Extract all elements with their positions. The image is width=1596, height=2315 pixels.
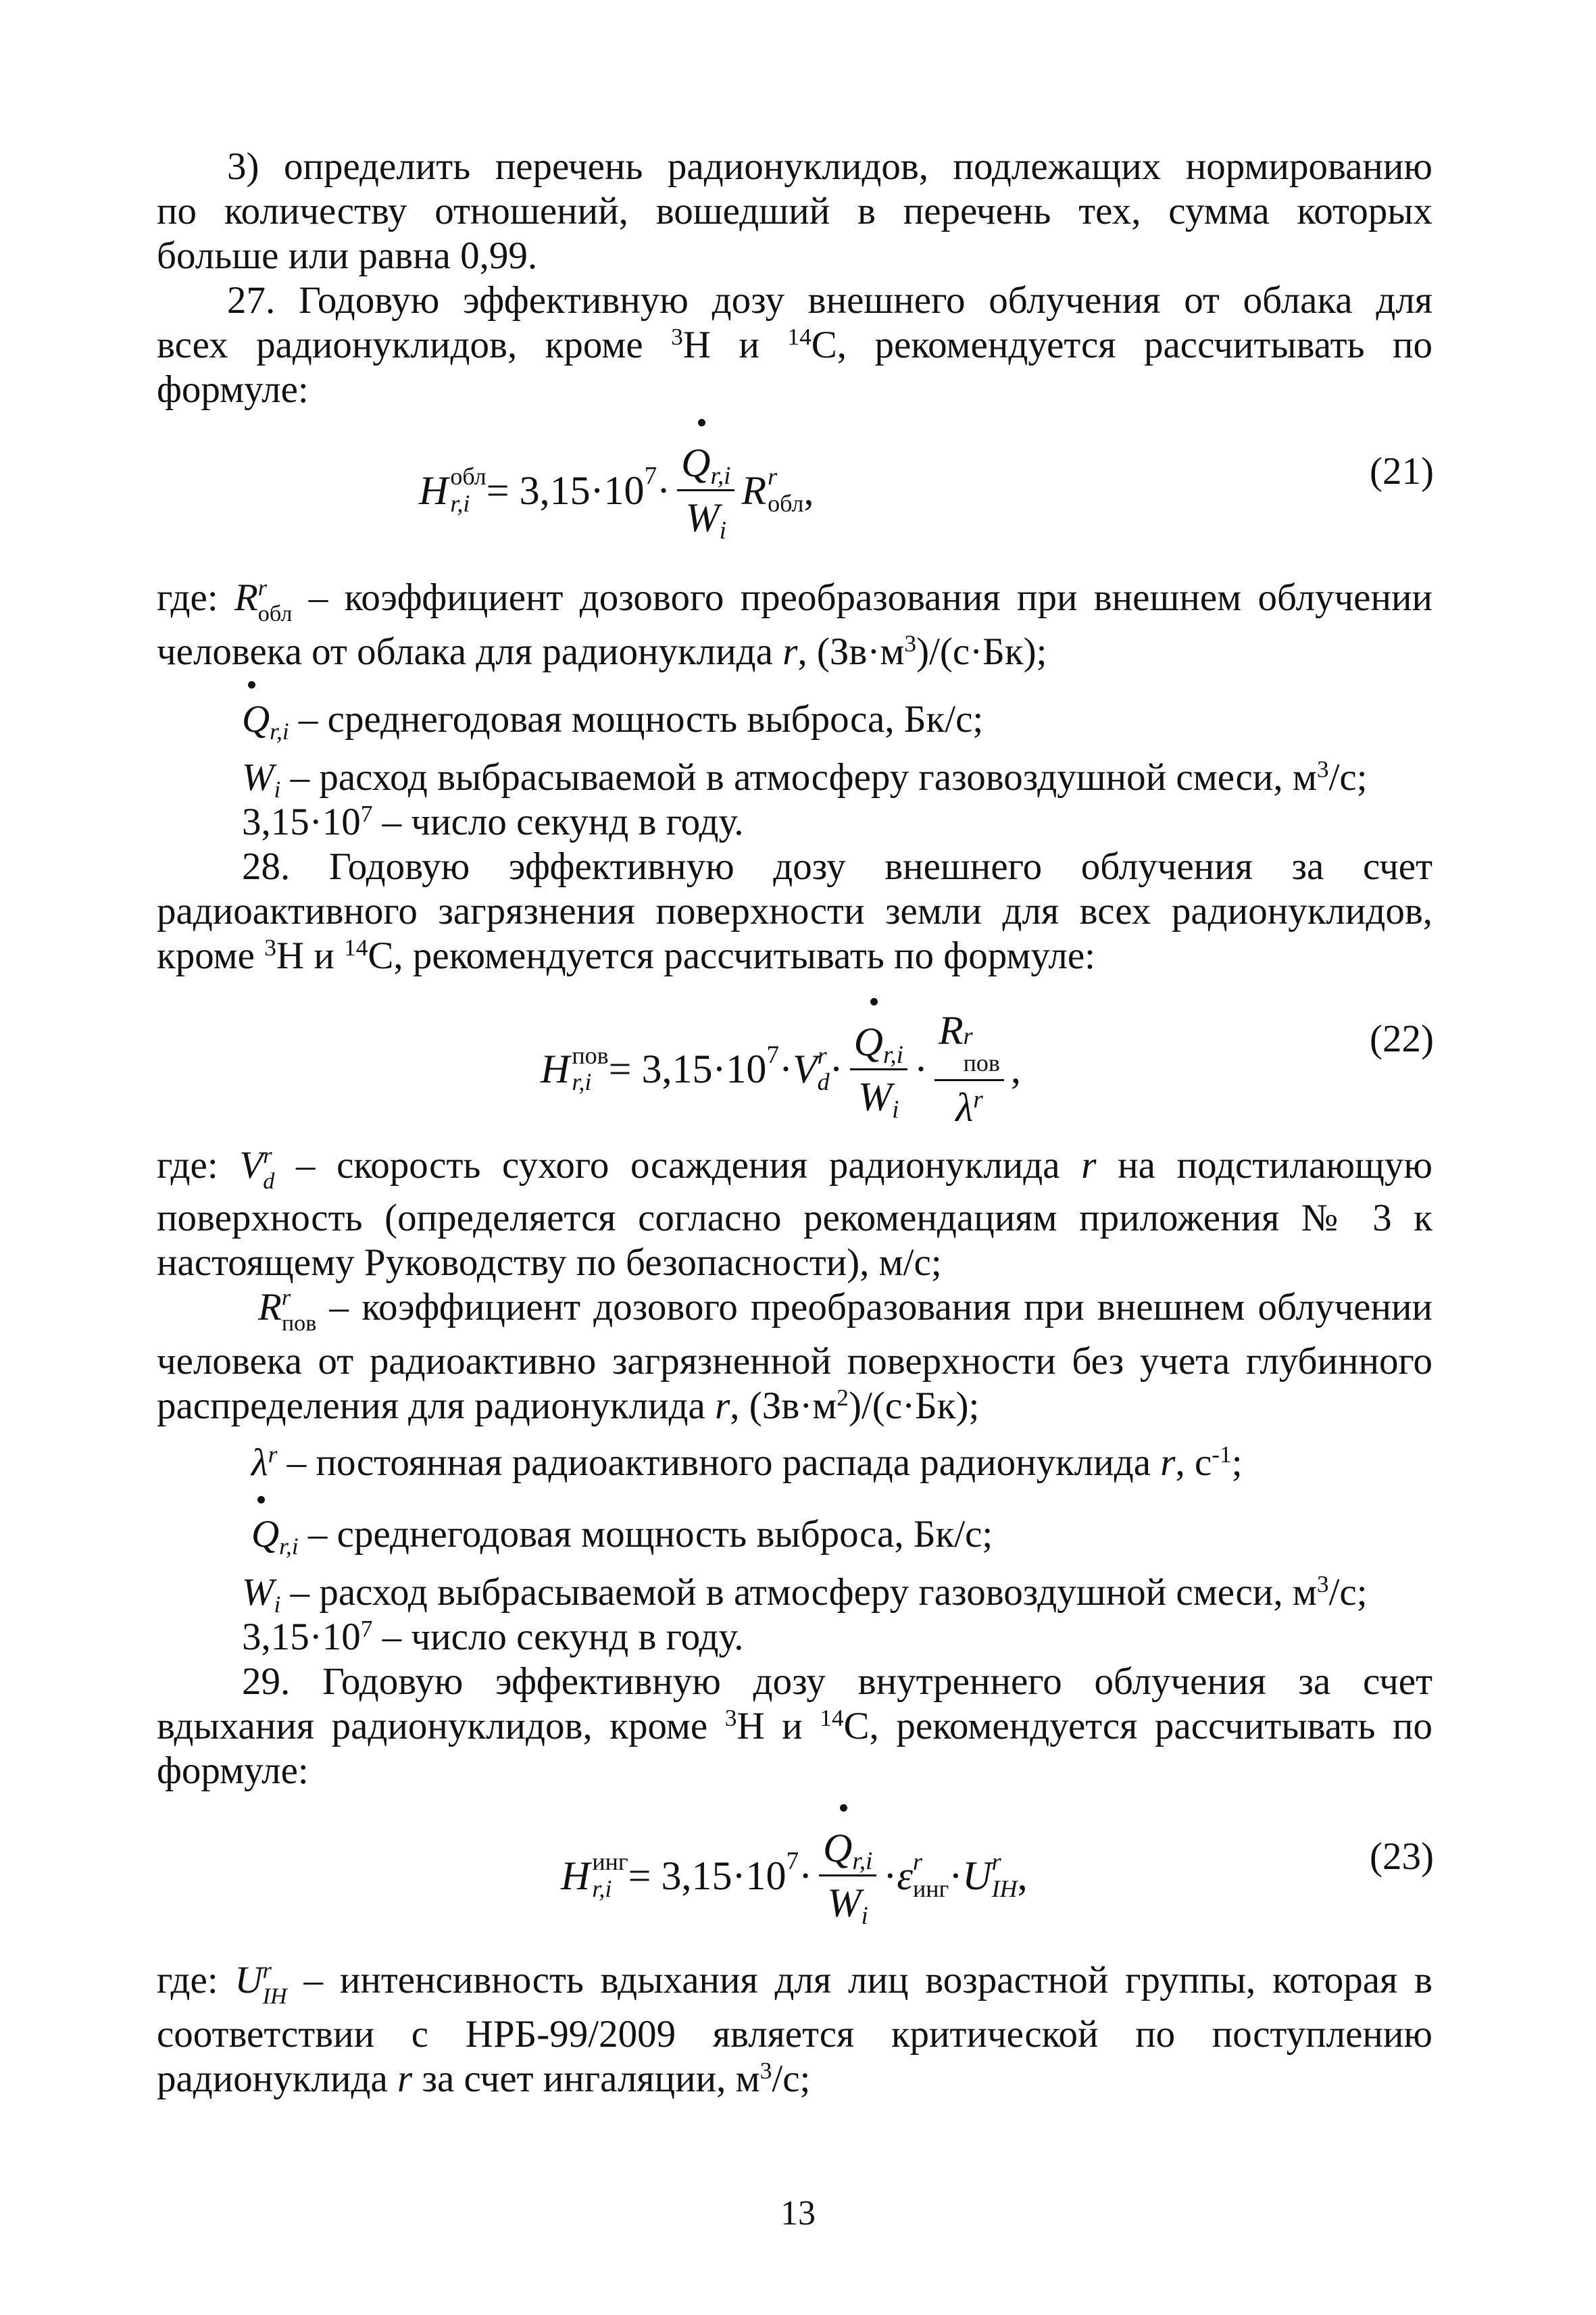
text-line: всех радионуклидов, кроме $^3$Н и $^{14}$С, рекомендуется рассчитывать по xyxy=(157,323,1432,366)
text-line: $Q_{r,i}$ – среднегодовая мощность выброса, Бк/с; xyxy=(251,1511,1527,1558)
page-number: 13 xyxy=(780,2194,816,2233)
text-line: радионуклида r за счет ингаляции, $м^3/с$; xyxy=(157,2057,811,2100)
text-line: соответствии с НРБ-99/2009 является критической по поступлению xyxy=(157,2013,1432,2056)
text-line: 3) определить перечень радионуклидов, подлежащих нормированию xyxy=(227,145,1432,188)
text-line: формуле: xyxy=(157,368,309,411)
text-line: $Q_{r,i}$ – среднегодовая мощность выброса, Бк/с; xyxy=(242,696,1518,743)
text-line: настоящему Руководству по безопасности), м/с; xyxy=(157,1241,942,1284)
text-line: человека от радиоактивно загрязненной поверхности без учета глубинного xyxy=(157,1340,1432,1383)
text-line: где: V r d – скорость сухого осаждения радионуклида r на подстилающую xyxy=(157,1143,1432,1194)
text-line: $W_i$ – расход выбрасываемой в атмосферу газовоздушной смеси, $м^3/с$; xyxy=(242,1570,1368,1618)
text-line: распределения для радионуклида r, $(Зв\cdot м^2)/(с\cdot Бк)$; xyxy=(157,1384,980,1427)
text-line: 29. Годовую эффективную дозу внутреннего облучения за счет xyxy=(242,1660,1432,1703)
text-line: R r пов – коэффициент дозового преобразования при внешнем облучении xyxy=(258,1285,1432,1336)
text-line: где: R r обл – коэффициент дозового преобразования при внешнем облучении xyxy=(157,576,1432,626)
equation-number: (21) xyxy=(1370,450,1434,493)
text-line: поверхность (определяется согласно рекомендациям приложения № 3 к xyxy=(157,1197,1432,1239)
text-line: вдыхания радионуклидов, кроме $^3$Н и $^{14}$С, рекомендуется рассчитывать по xyxy=(157,1704,1433,1747)
text-line: кроме $^3$Н и $^{14}$С, рекомендуется рассчитывать по формуле: xyxy=(157,934,1095,977)
text-line: радиоактивного загрязнения поверхности земли для всех радионуклидов, xyxy=(157,890,1432,932)
text-line: $3,15\cdot 10^7$ – число секунд в году. xyxy=(242,1615,744,1658)
text-line: формуле: xyxy=(157,1749,309,1792)
text-line: по количеству отношений, вошедший в перечень тех, сумма которых xyxy=(157,190,1432,232)
equation-number: (22) xyxy=(1370,1018,1434,1060)
text-line: $W_i$ – расход выбрасываемой в атмосферу газовоздушной смеси, $м^3/с$; xyxy=(242,755,1368,803)
text-line: 28. Годовую эффективную дозу внешнего облучения за счет xyxy=(242,845,1432,888)
text-line: где: U r IH – интенсивность вдыхания для лиц возрастной группы, которая в xyxy=(157,1958,1432,2009)
formula-21: H обл r,i = 3,15·10 $^7$ · $\frac{Q_{r,i}}{W_i}$ R r обл , (21) xyxy=(0,419,1596,561)
text-line: человека от облака для радионуклида r, $(Зв\cdot м^3)/(с\cdot Бк)$; xyxy=(157,630,1047,673)
equation-number: (23) xyxy=(1370,1835,1434,1878)
formula-23: H инг r,i = 3,15·10 $^7$ · $\frac{Q_{r,i}}{W_i}$ · ε r инг · U r IH , (23) xyxy=(0,1804,1596,1946)
text-line: 27. Годовую эффективную дозу внешнего облучения от облака для xyxy=(227,279,1432,322)
text-line: $\lambda^r$ – постоянная радиоактивного распада радионуклида r, $с^{-1}$; xyxy=(251,1441,1243,1484)
text-line: $3,15\cdot 10^7$ – число секунд в году. xyxy=(242,800,744,843)
formula-22: H пов r,i = 3,15·10 $^7$ · V r d · $\frac{Q_{r,i}}{W_i}$ · R r пов $\lambda^r$ , (22) xyxy=(0,987,1596,1128)
text-line: больше или равна 0,99. xyxy=(157,234,538,277)
